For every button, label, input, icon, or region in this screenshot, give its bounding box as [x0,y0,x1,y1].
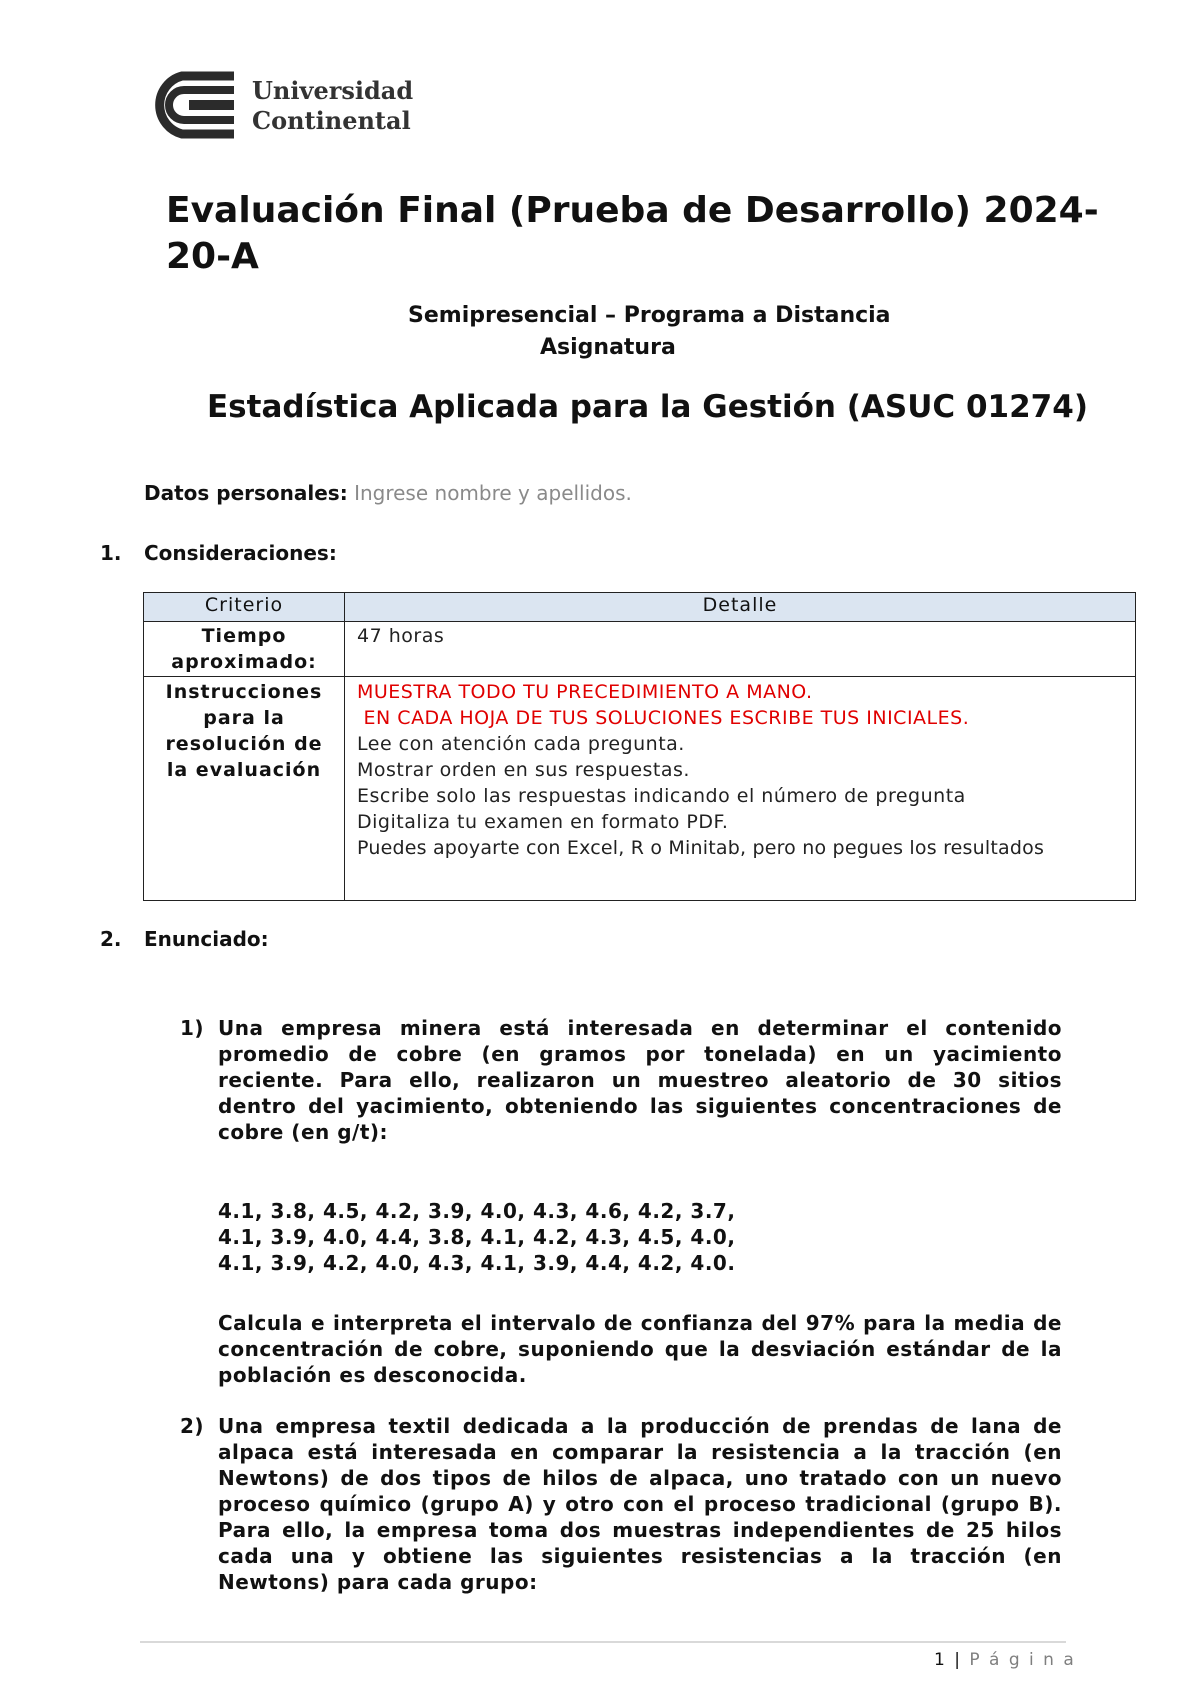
detail-line: Lee con atención cada pregunta. [357,733,685,755]
section-number: 2. [100,927,122,951]
subject-label: Asignatura [540,335,676,360]
question-text: Una empresa minera está interesada en determinar el contenido promedio de cobre (en gramos por tonelada) en un yacimiento reciente. Para ello, realizaron un muestreo aleatorio de 30 sitios dentro del yacimiento, obteniendo las siguientes concentraciones de cobre (en g/t): [218,1016,1062,1144]
detail-line: Puedes apoyarte con Excel, R o Minitab, pero no pegues los resultados [357,837,1045,859]
modality-label: Semipresencial – Programa a Distancia [408,303,891,328]
name-input[interactable]: Ingrese nombre y apellidos. [354,481,632,505]
detail-line: Mostrar orden en sus respuestas. [357,759,690,781]
footer-separator: | [954,1650,962,1670]
course-title: Estadística Aplicada para la Gestión (ASUC 01274) [207,389,1088,425]
data-block [218,1198,1062,1276]
footer-divider [140,1641,1066,1643]
detail-cell [345,677,1136,901]
criterion-cell: Tiempo aproximado: [144,622,345,677]
page-number: 1 [934,1650,947,1670]
section-title: Consideraciones: [144,541,337,565]
logo-mark-icon [142,70,238,140]
table-row [144,622,1136,677]
question-number: 1) [180,1016,205,1040]
table-header-row [144,593,1136,622]
page-label: P á g i n a [969,1650,1076,1670]
criterion-cell: Instrucciones para la resolución de la evaluación [144,677,345,901]
detail-line: MUESTRA TODO TU PRECEDIMIENTO A MANO. [357,681,813,703]
detail-line: EN CADA HOJA DE TUS SOLUCIONES ESCRIBE TUS INICIALES. [357,707,970,729]
question-text: Una empresa textil dedicada a la producción de prendas de lana de alpaca está interesada en comparar la resistencia a la tracción (en Newtons) de dos tipos de hilos de alpaca, uno tratado con un nuevo proceso químico (grupo A) y otro con el proceso tradicional (grupo B). Para ello, la empresa toma dos muestras independientes de 25 hilos cada una y obtiene las siguientes resistencias a la tracción (en Newtons) para cada grupo: [218,1414,1062,1594]
section-number: 1. [100,541,122,565]
table-header-criterion: Criterio [144,593,345,622]
detail-line: Escribe solo las respuestas indicando el número de pregunta [357,785,966,807]
detail-cell [345,622,1136,677]
question-task: Calcula e interpreta el intervalo de confianza del 97% para la media de concentración de cobre, suponiendo que la desviación estándar de la población es desconocida. [218,1311,1062,1387]
data-line: 4.1, 3.8, 4.5, 4.2, 3.9, 4.0, 4.3, 4.6, 4.2, 3.7, [218,1199,736,1223]
detail-line: 47 horas [357,625,445,647]
logo-line-1: Universidad [252,76,414,105]
table-row [144,677,1136,901]
detail-line: Digitaliza tu examen en formato PDF. [357,811,729,833]
question-2 [180,1413,1062,1595]
personal-data-label: Datos personales: [144,481,348,505]
logo-line-2: Continental [252,106,411,135]
question-number: 2) [180,1414,205,1438]
university-logo [142,70,414,140]
data-line: 4.1, 3.9, 4.0, 4.4, 3.8, 4.1, 4.2, 4.3, 4.5, 4.0, [218,1225,736,1249]
section-title: Enunciado: [144,927,269,951]
section-heading-statement [100,927,269,951]
exam-title: Evaluación Final (Prueba de Desarrollo) 2024-20-A [166,190,1099,277]
logo-wordmark [252,76,413,136]
personal-data [144,481,632,505]
criteria-table [143,592,1136,901]
table-header-detail: Detalle [345,593,1136,622]
data-line: 4.1, 3.9, 4.2, 4.0, 4.3, 4.1, 3.9, 4.4, 4.2, 4.0. [218,1251,736,1275]
section-heading-considerations [100,541,337,565]
question-1 [180,1015,1062,1145]
page-footer [934,1650,1076,1670]
